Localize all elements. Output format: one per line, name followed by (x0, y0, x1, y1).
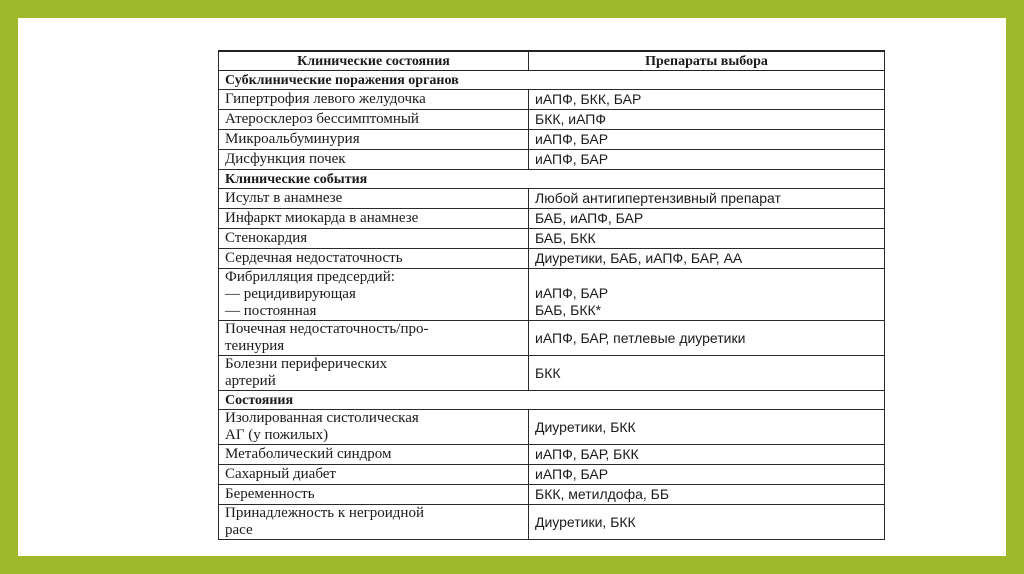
table-row (219, 209, 885, 229)
header-drugs: Препараты выбора (529, 51, 885, 71)
condition-text: Беременность (225, 486, 315, 502)
drugs-cell (529, 189, 885, 209)
condition-cell (219, 465, 529, 485)
drugs-cell (529, 249, 885, 269)
table-row (219, 410, 885, 445)
drugs-cell (529, 150, 885, 170)
table-row (219, 321, 885, 356)
condition-text: теинурия (225, 338, 285, 354)
section-row (219, 391, 885, 410)
condition-text: Метаболический синдром (225, 446, 392, 462)
table-row (219, 269, 885, 321)
condition-cell (219, 505, 529, 540)
drugs-cell (529, 505, 885, 540)
condition-text: Болезни периферических (225, 356, 388, 372)
condition-cell (219, 110, 529, 130)
table-row (219, 130, 885, 150)
condition-text: Сердечная недостаточность (225, 250, 403, 266)
condition-cell (219, 209, 529, 229)
drugs-text: Диуретики, БКК (535, 513, 636, 530)
table-row (219, 189, 885, 209)
condition-text: Дисфункция почек (225, 151, 346, 167)
section-row (219, 170, 885, 189)
drugs-cell (529, 410, 885, 445)
drugs-text: БАБ, БКК* (535, 301, 602, 318)
condition-text: Почечная недостаточность/про- (225, 321, 429, 337)
slide-frame (18, 18, 1006, 556)
condition-text: расе (225, 522, 253, 538)
drugs-cell (529, 321, 885, 356)
table-row (219, 485, 885, 505)
condition-text: Инфаркт миокарда в анамнезе (225, 210, 419, 226)
condition-text: Исульт в анамнезе (225, 190, 343, 206)
condition-text: Стенокардия (225, 230, 308, 246)
section-title: Субклинические поражения органов (219, 71, 885, 90)
table-body (219, 71, 885, 540)
drugs-text: иАПФ, БАР, петлевые диуретики (535, 329, 746, 346)
condition-cell (219, 90, 529, 110)
drugs-text: иАПФ, БАР (535, 131, 609, 147)
table-row (219, 90, 885, 110)
drugs-text: БКК (535, 364, 561, 381)
condition-text: Принадлежность к негроидной (225, 505, 424, 521)
condition-text: Атеросклероз бессимптомный (225, 111, 419, 127)
table-header-row (219, 51, 885, 71)
section-row (219, 71, 885, 90)
condition-text: Фибрилляция предсердий: (225, 269, 395, 285)
drugs-text: БАБ, иАПФ, БАР (535, 210, 644, 226)
condition-text: артерий (225, 373, 276, 389)
drugs-text: Любой антигипертензивный препарат (535, 190, 781, 206)
condition-cell (219, 485, 529, 505)
drugs-text: Диуретики, БКК (535, 418, 636, 435)
drug-choice-table (218, 50, 885, 540)
drugs-cell (529, 90, 885, 110)
drugs-text: иАПФ, БАР (535, 151, 609, 167)
condition-cell (219, 356, 529, 391)
drugs-cell (529, 356, 885, 391)
drugs-cell (529, 229, 885, 249)
table-row (219, 505, 885, 540)
drugs-cell (529, 130, 885, 150)
condition-text: — рецидивирующая (225, 286, 356, 302)
drugs-cell (529, 465, 885, 485)
drugs-cell (529, 209, 885, 229)
condition-cell (219, 410, 529, 445)
drugs-text: БКК, иАПФ (535, 111, 606, 127)
table-row (219, 445, 885, 465)
condition-cell (219, 229, 529, 249)
condition-text: Гипертрофия левого желудочка (225, 91, 426, 107)
condition-cell (219, 269, 529, 321)
drugs-text: иАПФ, БАР (535, 466, 609, 482)
table-row (219, 356, 885, 391)
condition-text: АГ (у пожилых) (225, 427, 329, 443)
drugs-cell (529, 269, 885, 321)
condition-cell (219, 150, 529, 170)
condition-text: Изолированная систолическая (225, 410, 419, 426)
drugs-text: иАПФ, БАР (535, 284, 609, 301)
table-row (219, 465, 885, 485)
condition-cell (219, 321, 529, 356)
table-row (219, 249, 885, 269)
drugs-text: иАПФ, БАР, БКК (535, 446, 639, 462)
drugs-cell (529, 110, 885, 130)
drugs-text: БАБ, БКК (535, 230, 596, 246)
condition-text: Микроальбуминурия (225, 131, 360, 147)
table-row (219, 229, 885, 249)
condition-text: Сахарный диабет (225, 466, 336, 482)
drugs-cell (529, 485, 885, 505)
table-row (219, 150, 885, 170)
drugs-text: Диуретики, БАБ, иАПФ, БАР, АА (535, 250, 743, 266)
table-row (219, 110, 885, 130)
condition-cell (219, 249, 529, 269)
condition-text: — постоянная (225, 303, 317, 319)
section-title: Клинические события (219, 170, 885, 189)
condition-cell (219, 445, 529, 465)
header-conditions: Клинические состояния (219, 51, 529, 71)
drugs-cell (529, 445, 885, 465)
section-title: Состояния (219, 391, 885, 410)
condition-cell (219, 130, 529, 150)
drugs-text: БКК, метилдофа, ББ (535, 486, 670, 502)
drugs-text: иАПФ, БКК, БАР (535, 91, 642, 107)
condition-cell (219, 189, 529, 209)
